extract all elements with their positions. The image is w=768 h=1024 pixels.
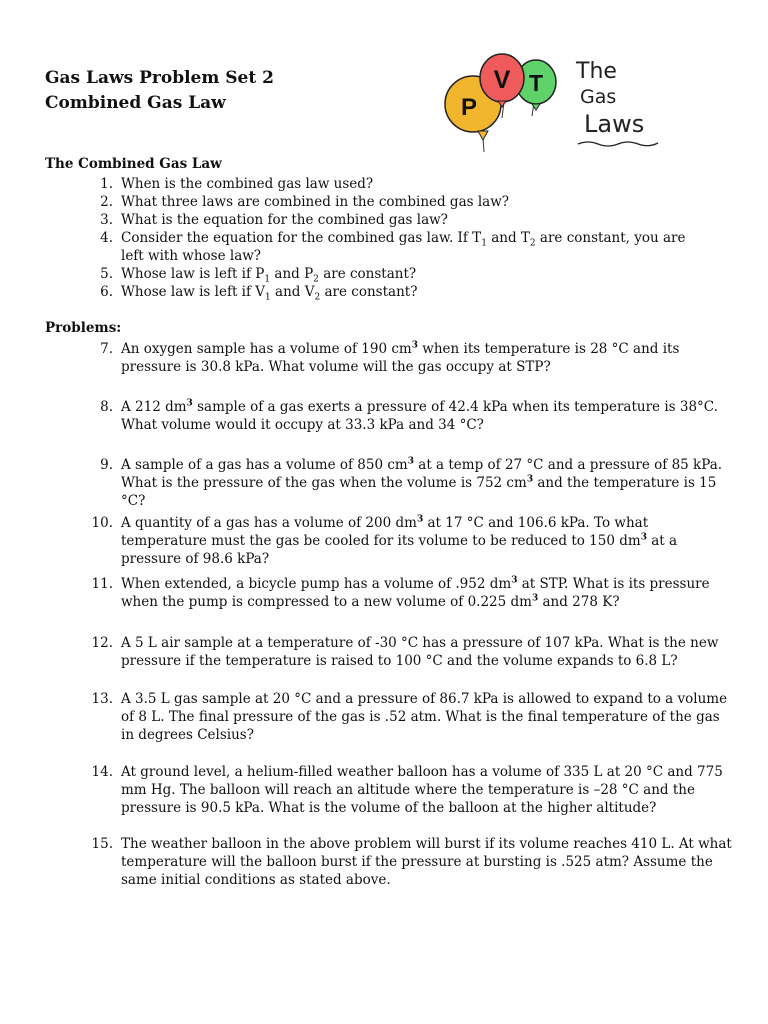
section-heading-combined-gas-law: The Combined Gas Law xyxy=(45,156,222,172)
balloon-t-letter: T xyxy=(528,70,544,96)
list-item: 12. A 5 L air sample at a temperature of -30 °C has a pressure of 107 kPa. What is the new pressure if the temperature is raised to 100 °C and the volume expands to 6.8 L? xyxy=(91,635,719,669)
gas-laws-logo xyxy=(438,48,668,166)
list-item: 14. At ground level, a helium-filled weather balloon has a volume of 335 L at 20 °C and 775 mm Hg. The balloon will reach an altitude where the temperature is –28 °C and the pressure is 90.5 kPa. What is the volume of the balloon at the higher altitude? xyxy=(91,764,723,816)
list-item: 15. The weather balloon in the above problem will burst if its volume reaches 410 L. At what temperature will the balloon burst if the pressure at bursting is .525 atm? Assume the same initial conditions as stated above. xyxy=(91,836,732,888)
list-item: 6. Whose law is left if $V_1$ and $V_2$ are constant? xyxy=(100,284,418,303)
list-item: 13. A 3.5 L gas sample at 20 °C and a pressure of 86.7 kPa is allowed to expand to a volume of 8 L. The final pressure of the gas is .52 atm. What is the final temperature of the gas in degrees Celsius? xyxy=(91,691,728,743)
list-item: 11. When extended, a bicycle pump has a volume of .952 $dm^3$ at STP. What is its pressure when the pump is compressed to a new volume of 0.225 $dm^3$ and 278 K? xyxy=(91,575,710,610)
list-item: 10. A quantity of a gas has a volume of 200 $dm^3$ at 17 °C and 106.6 kPa. To what temperature must the gas be cooled for its volume to be reduced to 150 $dm^3$ at a pressure of 98.6 kPa? xyxy=(91,514,678,567)
title-line-1: Gas Laws Problem Set 2 xyxy=(45,68,274,88)
questions-list xyxy=(45,175,735,301)
list-item: 8. A 212 $dm^3$ sample of a gas exerts a pressure of 42.4 kPa when its temperature is 38°C. What volume would it occupy at 33.3 kPa and 34 °C? xyxy=(100,398,718,433)
balloon-v-letter: V xyxy=(493,66,511,94)
section-heading-problems: Problems: xyxy=(45,320,122,336)
logo-underline-squiggle xyxy=(578,142,658,146)
list-item: 5. Whose law is left if $P_1$ and $P_2$ are constant? xyxy=(100,266,417,285)
logo-text-gas: Gas xyxy=(580,86,617,108)
title-line-2: Combined Gas Law xyxy=(45,93,226,113)
balloon-p-letter: P xyxy=(460,94,478,121)
list-item: 3. What is the equation for the combined gas law? xyxy=(100,212,448,228)
list-item: 2. What three laws are combined in the combined gas law? xyxy=(100,194,510,210)
list-item: 4. Consider the equation for the combined gas law. If $T_1$ and $T_2$ are constant, you are left with whose law? xyxy=(100,230,686,264)
logo-text-the: The xyxy=(576,59,617,84)
list-item: 9. A sample of a gas has a volume of 850 $cm^3$ at a temp of 27 °C and a pressure of 85 kPa. What is the pressure of the gas when the volume is 752 $cm^3$ and the temperature is 15 °C? xyxy=(100,456,723,509)
list-item: 1. When is the combined gas law used? xyxy=(100,176,374,192)
list-item: 7. An oxygen sample has a volume of 190 $cm^3$ when its temperature is 28 °C and its pressure is 30.8 kPa. What volume will the gas occupy at STP? xyxy=(100,340,680,375)
logo-text-laws: Laws xyxy=(584,110,645,138)
page-title xyxy=(45,66,274,116)
